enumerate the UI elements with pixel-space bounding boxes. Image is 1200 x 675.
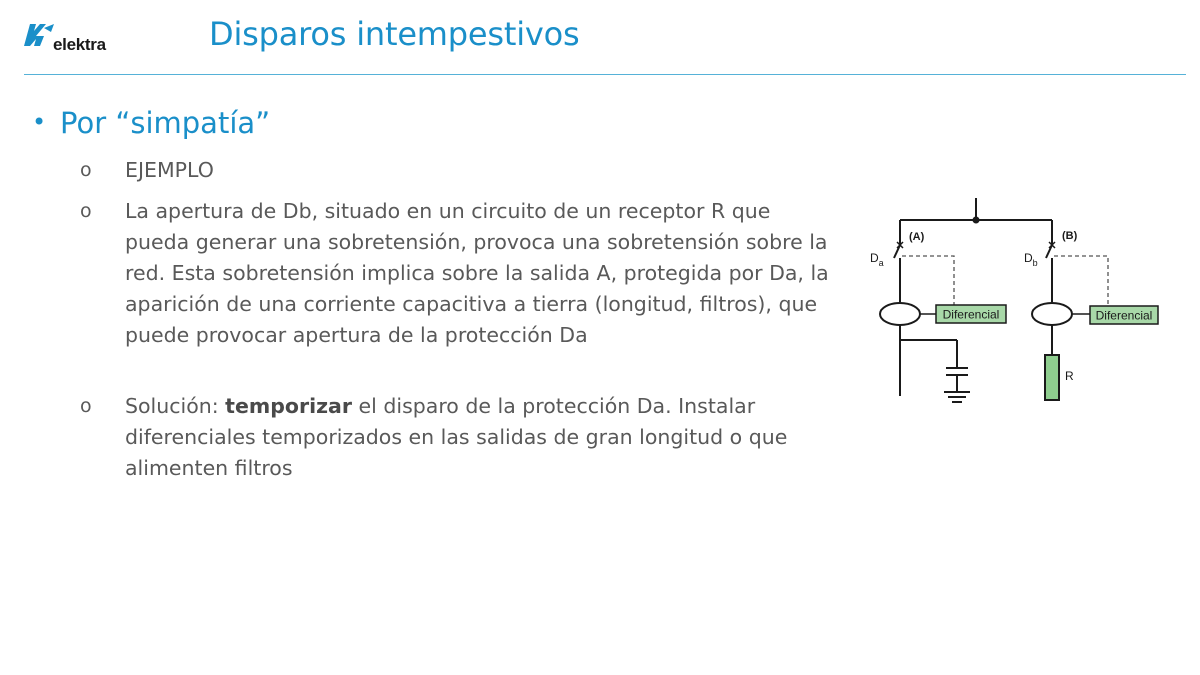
solution-text: el disparo de la protección Da. Instalar diferenciales temporizados en las salidas de gran longitud o que alimenten filtros bbox=[125, 394, 788, 480]
elektra-logo-mark-icon bbox=[24, 22, 56, 48]
load-label: R bbox=[1065, 369, 1074, 383]
list-item-text: La apertura de Db, situado en un circuito de un receptor R que pueda generar una sobretensión, provoca una sobretensión sobre la red. Esta sobretensión implica sobre la salida A, protegida por Da, la aparición de una corriente capacitiva a tierra (longitud, filtros), que puede provocar apertura de la protección Da bbox=[125, 199, 829, 347]
list-item bbox=[80, 155, 840, 186]
list-item bbox=[80, 391, 840, 484]
solution-bold-term: temporizar bbox=[225, 394, 353, 418]
elektra-logo bbox=[24, 20, 124, 60]
feeder-b-label: (B) bbox=[1062, 230, 1078, 242]
solution-label: Solución: bbox=[125, 394, 226, 418]
current-transformer-a bbox=[880, 303, 920, 325]
header-divider bbox=[24, 74, 1186, 75]
breaker-b-label: $D_b$ bbox=[1024, 251, 1038, 268]
feeder-a-label: (A) bbox=[909, 231, 925, 243]
trip-link-a bbox=[902, 256, 954, 306]
circuit-diagram bbox=[862, 190, 1162, 424]
section-heading-text: Por “simpatía” bbox=[60, 106, 271, 140]
junction-dot bbox=[973, 217, 980, 224]
page-title: Disparos intempestivos bbox=[209, 15, 580, 53]
sub-bullet-marker: o bbox=[80, 159, 92, 181]
relay-label-b: Diferencial bbox=[1095, 308, 1153, 323]
list-item bbox=[80, 196, 840, 351]
current-transformer-b bbox=[1032, 303, 1072, 325]
sub-bullet-marker: o bbox=[80, 395, 92, 417]
sub-bullet-marker: o bbox=[80, 200, 92, 222]
logo-text: elektra bbox=[53, 35, 106, 54]
breaker-a-label: $D_a$ bbox=[870, 251, 884, 268]
section-heading bbox=[32, 106, 270, 140]
load-resistor bbox=[1045, 355, 1059, 400]
list-item-text: EJEMPLO bbox=[125, 158, 214, 182]
circuit-diagram-svg bbox=[862, 190, 1162, 420]
trip-link-b bbox=[1054, 256, 1108, 306]
list-item-text bbox=[125, 391, 840, 484]
relay-label-a: Diferencial bbox=[942, 307, 1000, 322]
bullet-marker: • bbox=[32, 108, 47, 136]
